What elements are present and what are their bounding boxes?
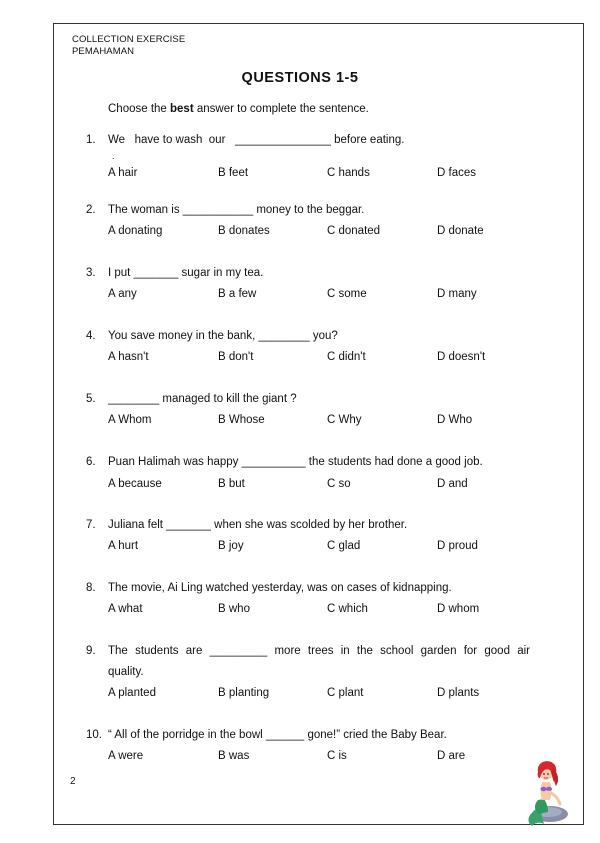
option-b[interactable]: B a few bbox=[218, 288, 257, 300]
option-a[interactable]: A planted bbox=[108, 687, 156, 699]
question-number: 7. bbox=[86, 519, 96, 531]
instruction-before: Choose the bbox=[108, 103, 171, 115]
question-text: You save money in the bank, ________ you? bbox=[108, 330, 338, 342]
option-b[interactable]: B donates bbox=[218, 225, 270, 237]
option-a[interactable]: A what bbox=[108, 603, 143, 615]
option-c[interactable]: C didn't bbox=[327, 351, 366, 363]
header-collection: COLLECTION EXERCISE bbox=[72, 34, 186, 45]
option-a[interactable]: A Whom bbox=[108, 414, 152, 426]
question-number: 5. bbox=[86, 393, 96, 405]
option-b[interactable]: B Whose bbox=[218, 414, 265, 426]
question-text: Puan Halimah was happy __________ the students had done a good job. bbox=[108, 456, 483, 468]
question-number: 6. bbox=[86, 456, 96, 468]
question-number: 9. bbox=[86, 645, 96, 657]
page-title: QUESTIONS 1-5 bbox=[241, 70, 359, 86]
question-text: I put _______ sugar in my tea. bbox=[108, 267, 264, 279]
question-number: 4. bbox=[86, 330, 96, 342]
option-d[interactable]: D whom bbox=[437, 603, 480, 615]
option-c[interactable]: C hands bbox=[327, 167, 370, 179]
option-a[interactable]: A hasn't bbox=[108, 351, 149, 363]
option-d[interactable]: D Who bbox=[437, 414, 473, 426]
instruction-after: answer to complete the sentence. bbox=[193, 103, 369, 115]
option-b[interactable]: B but bbox=[218, 478, 245, 490]
question-text: The movie, Ai Ling watched yesterday, was on cases of kidnapping. bbox=[108, 582, 452, 594]
option-b[interactable]: B don't bbox=[218, 351, 254, 363]
question-number: 8. bbox=[86, 582, 96, 594]
option-c[interactable]: C Why bbox=[327, 414, 362, 426]
question-number: 10. bbox=[86, 729, 102, 741]
option-d[interactable]: D doesn't bbox=[437, 351, 486, 363]
option-d[interactable]: D are bbox=[437, 750, 466, 762]
option-d[interactable]: D plants bbox=[437, 687, 480, 699]
option-b[interactable]: B joy bbox=[218, 540, 244, 552]
option-b[interactable]: B feet bbox=[218, 167, 249, 179]
option-d[interactable]: D donate bbox=[437, 225, 484, 237]
option-d[interactable]: D faces bbox=[437, 167, 476, 179]
option-b[interactable]: B planting bbox=[218, 687, 270, 699]
option-a[interactable]: A hurt bbox=[108, 540, 139, 552]
option-a[interactable]: A were bbox=[108, 750, 144, 762]
option-c[interactable]: C so bbox=[327, 478, 351, 490]
option-a[interactable]: A hair bbox=[108, 167, 138, 179]
stray-dot: . bbox=[112, 151, 115, 161]
option-a[interactable]: A any bbox=[108, 288, 137, 300]
question-text: Juliana felt _______ when she was scolded by her brother. bbox=[108, 519, 408, 531]
question-number: 3. bbox=[86, 267, 96, 279]
option-c[interactable]: C donated bbox=[327, 225, 381, 237]
option-b[interactable]: B who bbox=[218, 603, 250, 615]
option-b[interactable]: B was bbox=[218, 750, 250, 762]
option-c[interactable]: C is bbox=[327, 750, 347, 762]
option-a[interactable]: A donating bbox=[108, 225, 163, 237]
option-c[interactable]: C which bbox=[327, 603, 368, 615]
option-d[interactable]: D and bbox=[437, 478, 468, 490]
question-text: “ All of the porridge in the bowl ______ gone!” cried the Baby Bear. bbox=[108, 729, 447, 741]
instruction-bold: best bbox=[170, 103, 194, 115]
option-a[interactable]: A because bbox=[108, 478, 162, 490]
instruction bbox=[108, 103, 369, 115]
option-c[interactable]: C plant bbox=[327, 687, 364, 699]
question-text: The woman is ___________ money to the beggar. bbox=[108, 204, 365, 216]
question-text: ________ managed to kill the giant ? bbox=[108, 393, 297, 405]
mermaid-icon bbox=[518, 752, 578, 830]
option-d[interactable]: D many bbox=[437, 288, 477, 300]
header-subject: PEMAHAMAN bbox=[72, 46, 135, 57]
question-text: The students are _________ more trees in the school garden for good air bbox=[108, 645, 530, 657]
option-c[interactable]: C some bbox=[327, 288, 367, 300]
question-text-continued: quality. bbox=[108, 666, 144, 678]
option-c[interactable]: C glad bbox=[327, 540, 361, 552]
option-d[interactable]: D proud bbox=[437, 540, 478, 552]
page-number: 2 bbox=[70, 776, 76, 787]
question-number: 1. bbox=[86, 134, 96, 146]
question-text: We have to wash our _______________ before eating. bbox=[108, 134, 405, 146]
question-number: 2. bbox=[86, 204, 96, 216]
